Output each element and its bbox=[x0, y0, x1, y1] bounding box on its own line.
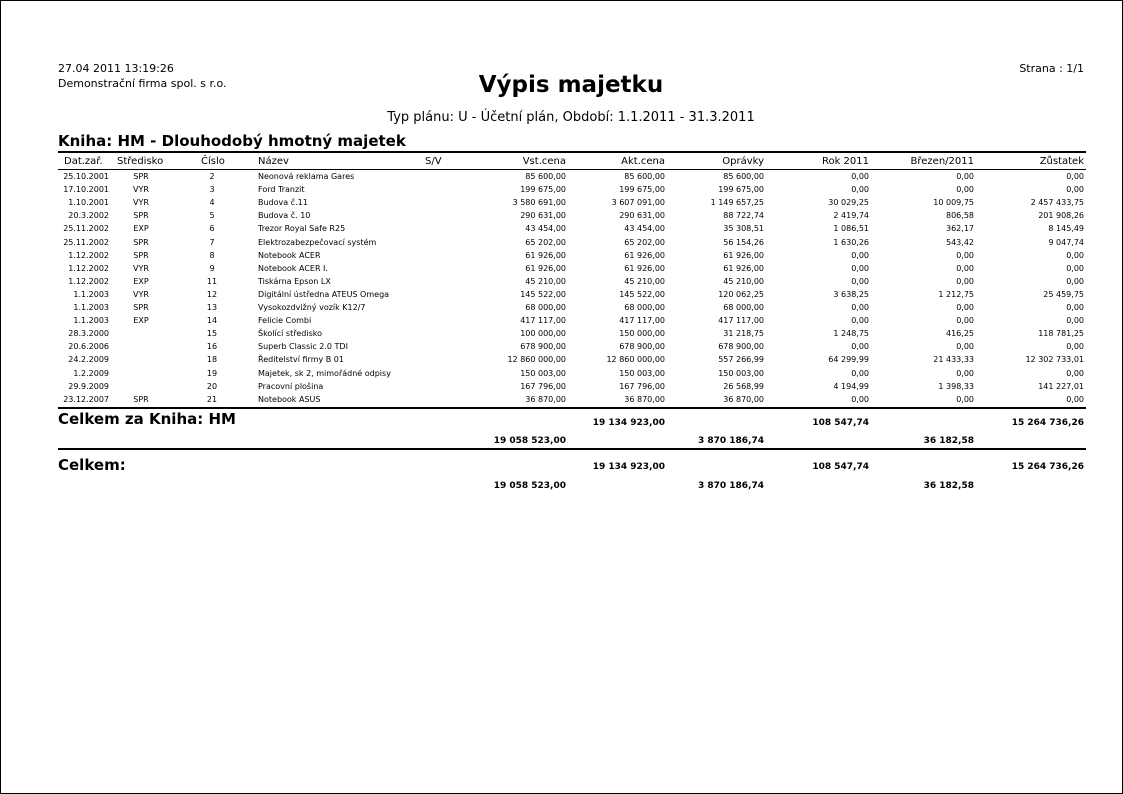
table-row bbox=[0, 290, 1123, 303]
cell-balance: 0,00 bbox=[1066, 276, 1084, 286]
cell-number: 12 bbox=[206, 289, 218, 299]
cell-number: 15 bbox=[206, 329, 218, 339]
cell-center: SPR bbox=[133, 237, 149, 247]
table-row bbox=[0, 342, 1123, 355]
cell-year: 0,00 bbox=[851, 342, 869, 352]
cell-balance: 0,00 bbox=[1066, 394, 1084, 404]
cell-name: Superb Classic 2.0 TDI bbox=[258, 342, 348, 352]
table-row bbox=[0, 395, 1123, 408]
col-header-name: Název bbox=[258, 156, 289, 167]
cell-adjustments: 36 870,00 bbox=[723, 394, 764, 404]
book-total-balance: 15 264 736,26 bbox=[1011, 418, 1084, 428]
cell-balance: 201 908,26 bbox=[1038, 211, 1084, 221]
page-number: Strana : 1/1 bbox=[1019, 62, 1084, 75]
cell-name: Notebook ASUS bbox=[258, 394, 321, 404]
cell-entry-price: 100 000,00 bbox=[520, 329, 566, 339]
cell-center: EXP bbox=[133, 276, 149, 286]
cell-balance: 0,00 bbox=[1066, 250, 1084, 260]
table-row bbox=[0, 277, 1123, 290]
cell-balance: 12 302 733,01 bbox=[1025, 355, 1084, 365]
table-row bbox=[0, 238, 1123, 251]
book-total-year: 108 547,74 bbox=[812, 418, 869, 428]
book-total-current: 19 134 923,00 bbox=[592, 418, 665, 428]
cell-adjustments: 199 675,00 bbox=[718, 185, 764, 195]
cell-month: 0,00 bbox=[956, 316, 974, 326]
cell-month: 0,00 bbox=[956, 263, 974, 273]
cell-number: 2 bbox=[209, 172, 215, 181]
table-row bbox=[0, 198, 1123, 211]
cell-entry-price: 3 580 691,00 bbox=[512, 198, 566, 208]
cell-month: 0,00 bbox=[956, 276, 974, 286]
cell-date: 1.12.2002 bbox=[68, 263, 109, 273]
cell-current-price: 85 600,00 bbox=[624, 172, 665, 181]
cell-balance: 0,00 bbox=[1066, 368, 1084, 378]
cell-entry-price: 145 522,00 bbox=[520, 289, 566, 299]
table-row bbox=[0, 316, 1123, 329]
cell-month: 0,00 bbox=[956, 250, 974, 260]
cell-number: 6 bbox=[209, 224, 215, 234]
cell-date: 1.1.2003 bbox=[73, 303, 109, 312]
cell-date: 29.9.2009 bbox=[68, 381, 109, 391]
grand-total-adj: 3 870 186,74 bbox=[697, 481, 764, 491]
cell-month: 0,00 bbox=[956, 303, 974, 312]
cell-name: Neonová reklama Gares bbox=[258, 172, 355, 181]
col-header-date: Dat.zař. bbox=[64, 156, 103, 167]
cell-date: 28.3.2000 bbox=[68, 329, 109, 339]
table-row bbox=[0, 355, 1123, 368]
cell-year: 0,00 bbox=[851, 172, 869, 181]
cell-adjustments: 1 149 657,25 bbox=[710, 198, 764, 208]
cell-date: 1.12.2002 bbox=[68, 276, 109, 286]
cell-month: 806,58 bbox=[946, 211, 974, 221]
cell-current-price: 65 202,00 bbox=[624, 237, 665, 247]
cell-adjustments: 557 266,99 bbox=[718, 355, 764, 365]
cell-number: 16 bbox=[206, 342, 218, 352]
cell-name: Vysokozdvižný vozík K12/7 bbox=[258, 303, 366, 312]
cell-year: 2 419,74 bbox=[833, 211, 869, 221]
cell-name: Elektrozabezpečovací systém bbox=[258, 237, 377, 247]
cell-adjustments: 150 003,00 bbox=[718, 368, 764, 378]
table-row bbox=[0, 251, 1123, 264]
print-datetime: 27.04 2011 13:19:26 bbox=[58, 62, 174, 75]
cell-date: 1.1.2003 bbox=[73, 289, 109, 299]
cell-month: 0,00 bbox=[956, 172, 974, 181]
cell-balance: 118 781,25 bbox=[1038, 329, 1084, 339]
cell-adjustments: 35 308,51 bbox=[723, 224, 764, 234]
cell-month: 543,42 bbox=[946, 237, 974, 247]
cell-year: 64 299,99 bbox=[828, 355, 869, 365]
cell-entry-price: 167 796,00 bbox=[520, 381, 566, 391]
col-header-current-price: Akt.cena bbox=[621, 156, 665, 167]
table-row bbox=[0, 264, 1123, 277]
cell-current-price: 290 631,00 bbox=[619, 211, 665, 221]
cell-number: 13 bbox=[206, 303, 218, 312]
cell-adjustments: 417 117,00 bbox=[718, 316, 764, 326]
cell-balance: 0,00 bbox=[1066, 316, 1084, 326]
cell-center: SPR bbox=[133, 303, 149, 312]
table-row bbox=[0, 211, 1123, 224]
cell-adjustments: 88 722,74 bbox=[723, 211, 764, 221]
col-header-sv: S/V bbox=[425, 156, 442, 167]
cell-current-price: 150 003,00 bbox=[619, 368, 665, 378]
cell-entry-price: 68 000,00 bbox=[525, 303, 566, 312]
cell-year: 1 630,26 bbox=[833, 237, 869, 247]
cell-balance: 25 459,75 bbox=[1043, 289, 1084, 299]
cell-entry-price: 417 117,00 bbox=[520, 316, 566, 326]
cell-year: 0,00 bbox=[851, 276, 869, 286]
cell-adjustments: 26 568,99 bbox=[723, 381, 764, 391]
cell-month: 1 398,33 bbox=[938, 381, 974, 391]
cell-adjustments: 120 062,25 bbox=[718, 289, 764, 299]
report-subtitle: Typ plánu: U - Účetní plán, Období: 1.1.2011 - 31.3.2011 bbox=[387, 110, 755, 125]
cell-number: 4 bbox=[209, 198, 215, 208]
book-title: Kniha: HM - Dlouhodobý hmotný majetek bbox=[58, 132, 406, 150]
cell-year: 0,00 bbox=[851, 263, 869, 273]
report-title: Výpis majetku bbox=[478, 72, 664, 98]
cell-center: SPR bbox=[133, 172, 149, 181]
cell-date: 25.11.2002 bbox=[63, 237, 109, 247]
cell-center: VYR bbox=[133, 185, 149, 195]
cell-current-price: 68 000,00 bbox=[624, 303, 665, 312]
cell-date: 25.10.2001 bbox=[63, 172, 109, 181]
col-header-month: Březen/2011 bbox=[910, 156, 974, 167]
cell-current-price: 43 454,00 bbox=[624, 224, 665, 234]
cell-balance: 0,00 bbox=[1066, 342, 1084, 352]
col-header-adjustments: Oprávky bbox=[722, 156, 764, 167]
cell-year: 0,00 bbox=[851, 316, 869, 326]
cell-entry-price: 678 900,00 bbox=[520, 342, 566, 352]
book-total-label: Celkem za Kniha: HM bbox=[58, 410, 236, 428]
cell-entry-price: 61 926,00 bbox=[525, 263, 566, 273]
cell-name: Školící středisko bbox=[258, 329, 322, 339]
book-total-adj: 3 870 186,74 bbox=[697, 436, 764, 446]
cell-current-price: 3 607 091,00 bbox=[611, 198, 665, 208]
cell-year: 3 638,25 bbox=[833, 289, 869, 299]
cell-balance: 0,00 bbox=[1066, 303, 1084, 312]
cell-entry-price: 61 926,00 bbox=[525, 250, 566, 260]
cell-date: 25.11.2002 bbox=[63, 224, 109, 234]
col-header-number: Číslo bbox=[201, 156, 225, 167]
cell-name: Felicie Combi bbox=[258, 316, 312, 326]
table-row bbox=[0, 382, 1123, 395]
cell-name: Trezor Royal Safe R25 bbox=[258, 224, 346, 234]
cell-name: Notebook ACER I. bbox=[258, 263, 328, 273]
cell-adjustments: 56 154,26 bbox=[723, 237, 764, 247]
cell-month: 0,00 bbox=[956, 394, 974, 404]
table-row bbox=[0, 329, 1123, 342]
cell-number: 18 bbox=[206, 355, 218, 365]
cell-name: Notebook ACER bbox=[258, 250, 321, 260]
col-header-year: Rok 2011 bbox=[821, 156, 869, 167]
cell-month: 10 009,75 bbox=[933, 198, 974, 208]
cell-entry-price: 65 202,00 bbox=[525, 237, 566, 247]
cell-number: 21 bbox=[206, 394, 218, 404]
cell-date: 23.12.2007 bbox=[63, 394, 109, 404]
grand-total-rule bbox=[58, 448, 1086, 450]
grand-total-current: 19 134 923,00 bbox=[592, 462, 665, 472]
cell-name: Budova č.11 bbox=[258, 198, 308, 208]
cell-month: 0,00 bbox=[956, 368, 974, 378]
book-total-entry: 19 058 523,00 bbox=[493, 436, 566, 446]
cell-number: 8 bbox=[209, 250, 215, 260]
cell-entry-price: 290 631,00 bbox=[520, 211, 566, 221]
cell-month: 362,17 bbox=[946, 224, 974, 234]
cell-current-price: 12 860 000,00 bbox=[606, 355, 665, 365]
cell-balance: 2 457 433,75 bbox=[1030, 198, 1084, 208]
cell-number: 7 bbox=[209, 237, 215, 247]
cell-year: 4 194,99 bbox=[833, 381, 869, 391]
cell-balance: 0,00 bbox=[1066, 172, 1084, 181]
cell-year: 30 029,25 bbox=[828, 198, 869, 208]
grand-total-balance: 15 264 736,26 bbox=[1011, 462, 1084, 472]
table-row bbox=[0, 172, 1123, 185]
cell-year: 1 248,75 bbox=[833, 329, 869, 339]
cell-name: Ředitelství firmy B 01 bbox=[258, 355, 344, 365]
cell-center: EXP bbox=[133, 224, 149, 234]
cell-center: SPR bbox=[133, 211, 149, 221]
cell-adjustments: 85 600,00 bbox=[723, 172, 764, 181]
cell-number: 19 bbox=[206, 368, 218, 378]
cell-current-price: 36 870,00 bbox=[624, 394, 665, 404]
cell-month: 0,00 bbox=[956, 185, 974, 195]
cell-center: VYR bbox=[133, 198, 149, 208]
cell-year: 0,00 bbox=[851, 368, 869, 378]
cell-number: 3 bbox=[209, 185, 215, 195]
cell-year: 0,00 bbox=[851, 303, 869, 312]
cell-name: Ford Tranzit bbox=[258, 185, 305, 195]
cell-number: 11 bbox=[206, 276, 218, 286]
cell-name: Majetek, sk 2, mimořádné odpisy bbox=[258, 368, 391, 378]
cell-name: Digitální ústředna ATEUS Omega bbox=[258, 289, 390, 299]
cell-date: 1.12.2002 bbox=[68, 250, 109, 260]
cell-date: 24.2.2009 bbox=[68, 355, 109, 365]
cell-center: VYR bbox=[133, 263, 149, 273]
cell-current-price: 145 522,00 bbox=[619, 289, 665, 299]
cell-current-price: 199 675,00 bbox=[619, 185, 665, 195]
table-row bbox=[0, 303, 1123, 316]
cell-balance: 8 145,49 bbox=[1048, 224, 1084, 234]
cell-date: 1.10.2001 bbox=[68, 198, 109, 208]
cell-date: 20.3.2002 bbox=[68, 211, 109, 221]
grand-total-entry: 19 058 523,00 bbox=[493, 481, 566, 491]
cell-month: 416,25 bbox=[946, 329, 974, 339]
cell-date: 1.2.2009 bbox=[73, 368, 109, 378]
cell-adjustments: 45 210,00 bbox=[723, 276, 764, 286]
cell-name: Budova č. 10 bbox=[258, 211, 311, 221]
cell-center: EXP bbox=[133, 316, 149, 326]
cell-number: 9 bbox=[209, 263, 215, 273]
cell-entry-price: 150 003,00 bbox=[520, 368, 566, 378]
cell-balance: 0,00 bbox=[1066, 185, 1084, 195]
cell-entry-price: 199 675,00 bbox=[520, 185, 566, 195]
cell-year: 1 086,51 bbox=[833, 224, 869, 234]
cell-current-price: 61 926,00 bbox=[624, 263, 665, 273]
book-total-month: 36 182,58 bbox=[923, 436, 974, 446]
cell-adjustments: 61 926,00 bbox=[723, 250, 764, 260]
grand-total-label: Celkem: bbox=[58, 456, 126, 474]
cell-balance: 141 227,01 bbox=[1038, 381, 1084, 391]
grand-total-month: 36 182,58 bbox=[923, 481, 974, 491]
cell-entry-price: 36 870,00 bbox=[525, 394, 566, 404]
table-row bbox=[0, 185, 1123, 198]
cell-year: 0,00 bbox=[851, 250, 869, 260]
cell-current-price: 417 117,00 bbox=[619, 316, 665, 326]
cell-date: 20.6.2006 bbox=[68, 342, 109, 352]
grand-total-year: 108 547,74 bbox=[812, 462, 869, 472]
cell-name: Pracovní plošina bbox=[258, 381, 324, 391]
table-row bbox=[0, 369, 1123, 382]
cell-date: 17.10.2001 bbox=[63, 185, 109, 195]
cell-month: 1 212,75 bbox=[938, 289, 974, 299]
book-total-rule bbox=[58, 407, 1086, 409]
cell-adjustments: 61 926,00 bbox=[723, 263, 764, 273]
cell-month: 0,00 bbox=[956, 342, 974, 352]
header-bottom-rule bbox=[58, 169, 1086, 170]
company-name: Demonstrační firma spol. s r.o. bbox=[58, 77, 227, 90]
cell-number: 5 bbox=[209, 211, 215, 221]
cell-current-price: 167 796,00 bbox=[619, 381, 665, 391]
cell-entry-price: 12 860 000,00 bbox=[507, 355, 566, 365]
cell-name: Tiskárna Epson LX bbox=[258, 276, 331, 286]
cell-current-price: 61 926,00 bbox=[624, 250, 665, 260]
cell-adjustments: 678 900,00 bbox=[718, 342, 764, 352]
cell-month: 21 433,33 bbox=[933, 355, 974, 365]
cell-date: 1.1.2003 bbox=[73, 316, 109, 326]
cell-current-price: 45 210,00 bbox=[624, 276, 665, 286]
cell-current-price: 150 000,00 bbox=[619, 329, 665, 339]
cell-number: 20 bbox=[206, 381, 218, 391]
cell-entry-price: 45 210,00 bbox=[525, 276, 566, 286]
cell-center: SPR bbox=[133, 250, 149, 260]
col-header-center: Středisko bbox=[117, 156, 164, 167]
cell-entry-price: 85 600,00 bbox=[525, 172, 566, 181]
cell-center: SPR bbox=[133, 394, 149, 404]
cell-number: 14 bbox=[206, 316, 218, 326]
cell-year: 0,00 bbox=[851, 394, 869, 404]
cell-balance: 9 047,74 bbox=[1048, 237, 1084, 247]
cell-adjustments: 68 000,00 bbox=[723, 303, 764, 312]
cell-adjustments: 31 218,75 bbox=[723, 329, 764, 339]
col-header-balance: Zůstatek bbox=[1039, 156, 1084, 167]
col-header-entry-price: Vst.cena bbox=[522, 156, 566, 167]
cell-center: VYR bbox=[133, 289, 149, 299]
cell-entry-price: 43 454,00 bbox=[525, 224, 566, 234]
header-top-rule bbox=[58, 151, 1086, 153]
cell-balance: 0,00 bbox=[1066, 263, 1084, 273]
cell-current-price: 678 900,00 bbox=[619, 342, 665, 352]
table-row bbox=[0, 224, 1123, 237]
cell-year: 0,00 bbox=[851, 185, 869, 195]
